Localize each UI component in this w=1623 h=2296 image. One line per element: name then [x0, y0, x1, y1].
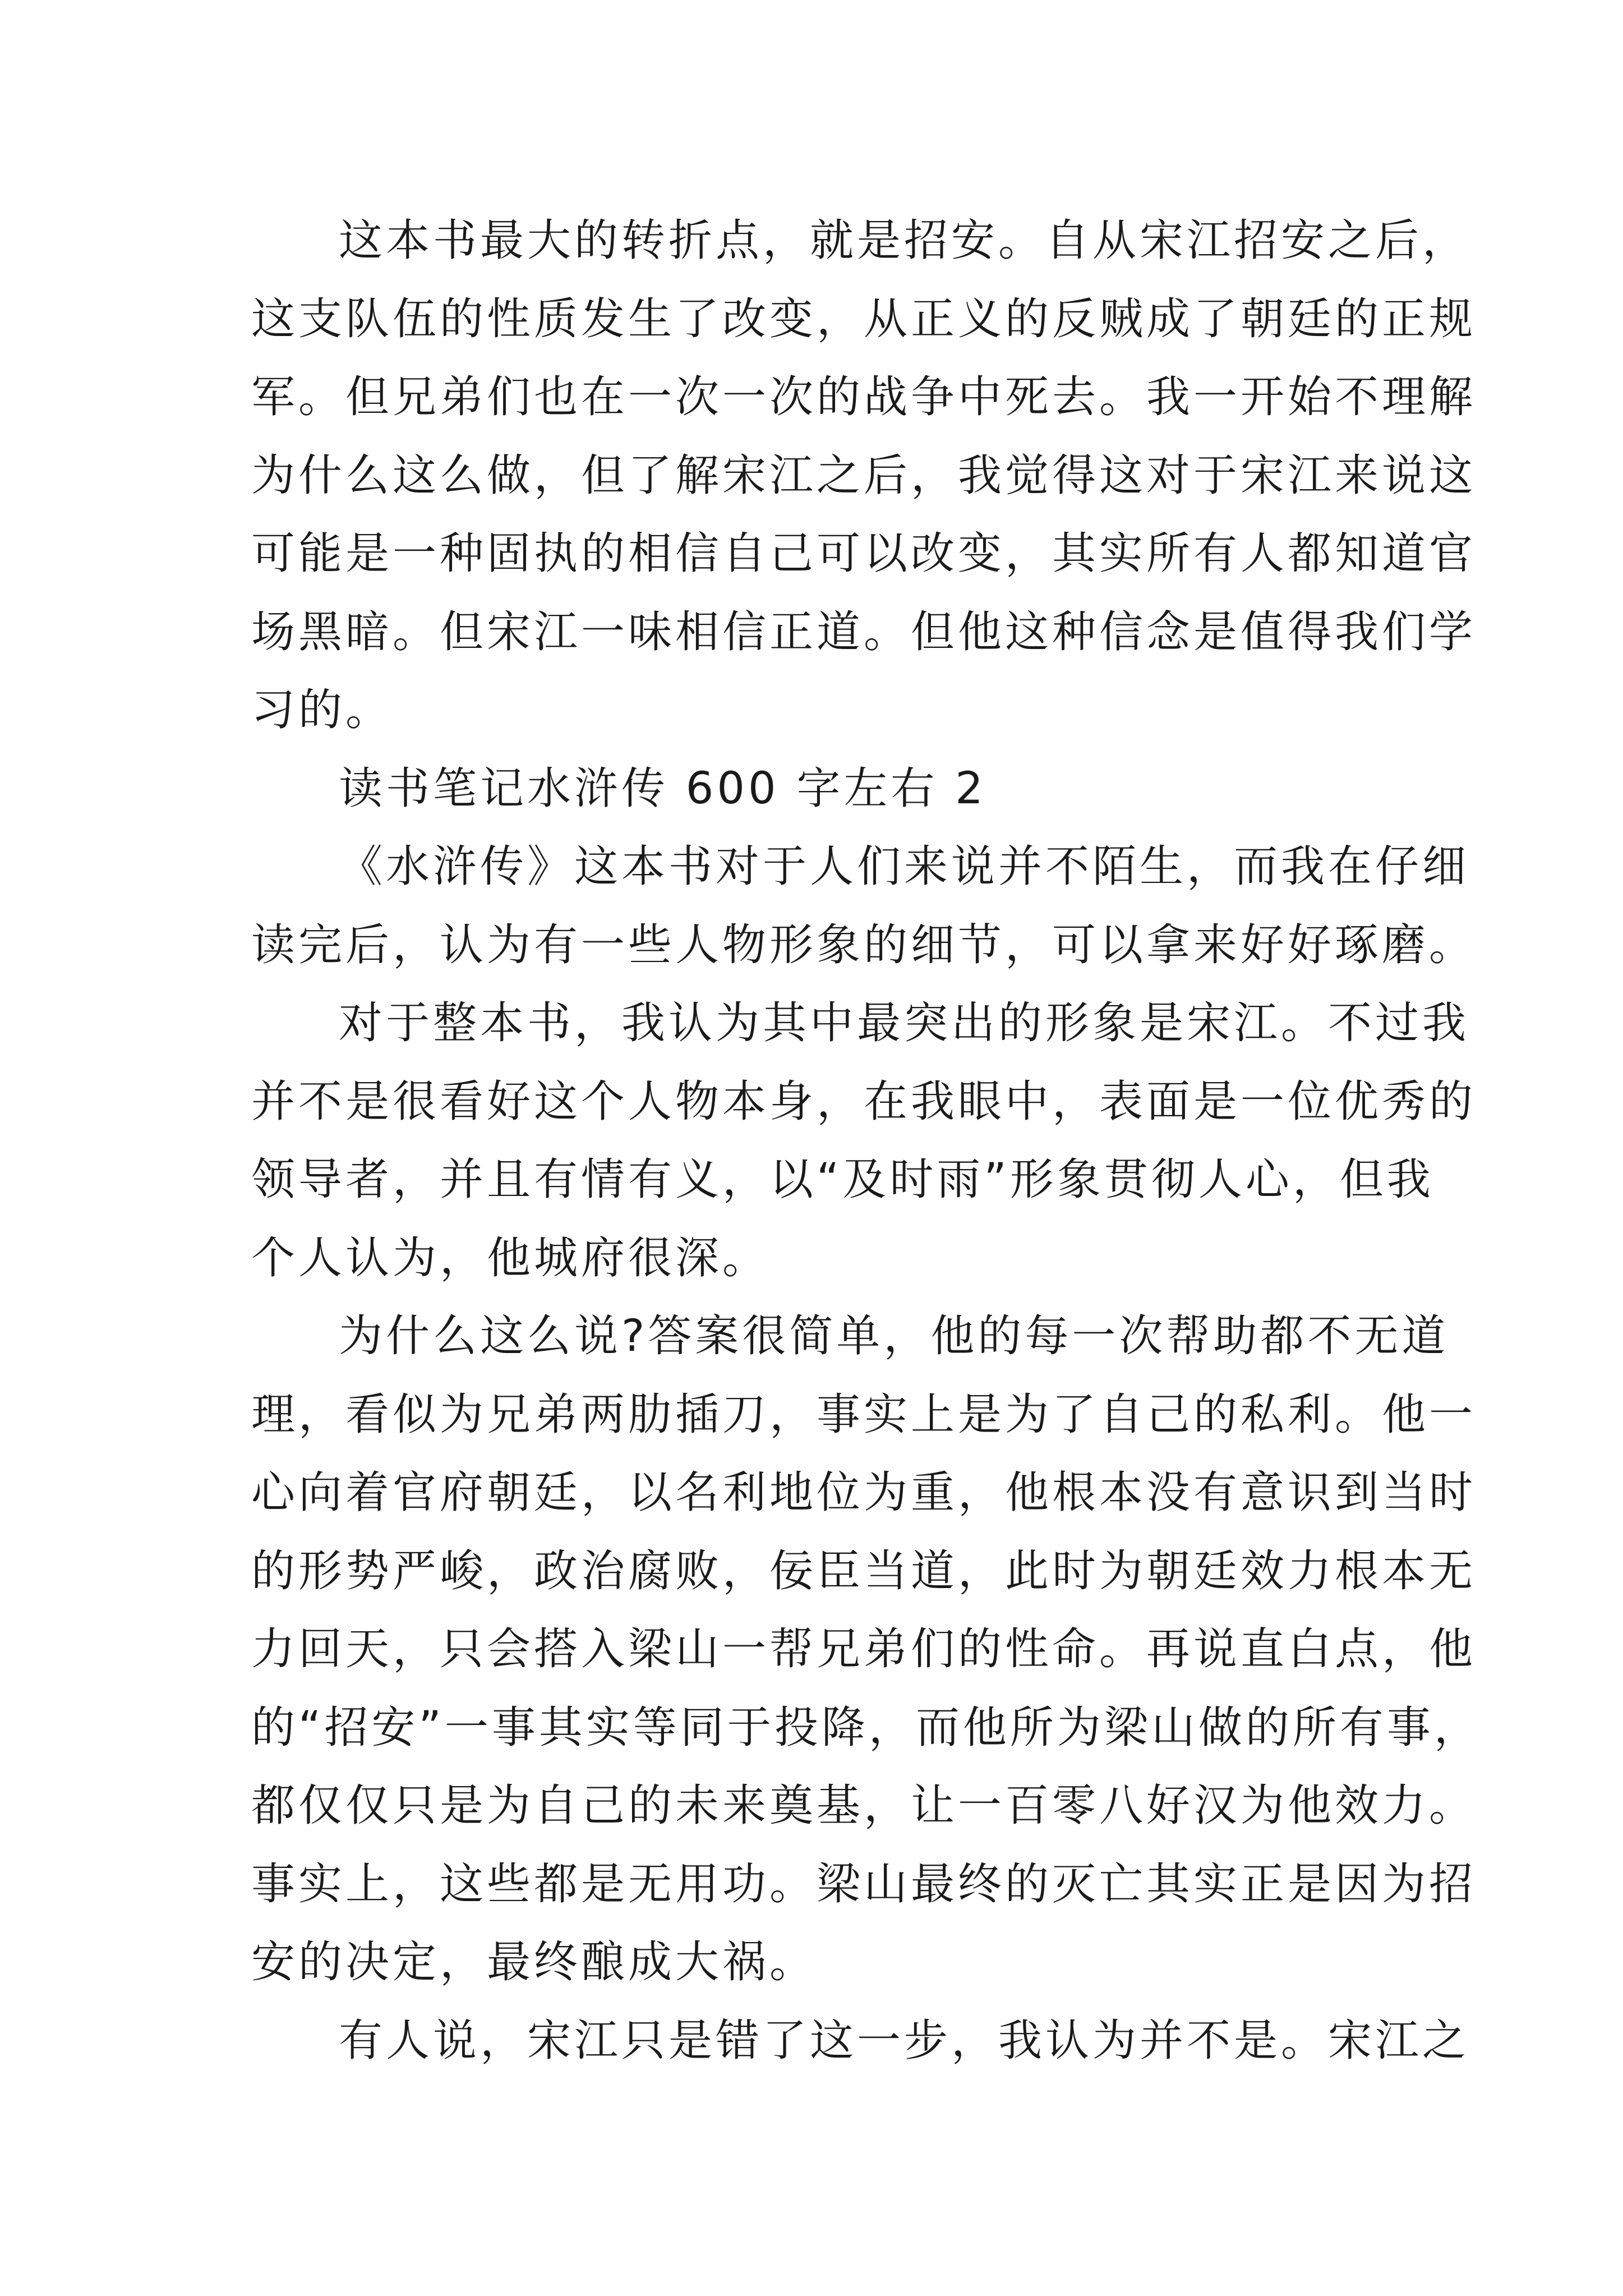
text-line: 心向着官府朝廷，以名利地位为重，他根本没有意识到当时: [251, 1467, 1477, 1518]
text-line: 习的。: [251, 685, 393, 735]
text-line: 对于整本书，我认为其中最突出的形象是宋江。不过我: [339, 998, 1470, 1048]
text-line: 读完后，认为有一些人物形象的细节，可以拿来好好琢磨。: [251, 919, 1477, 970]
text-line: 都仅仅只是为自己的未来奠基，让一百零八好汉为他效力。: [251, 1780, 1477, 1831]
text-line: 领导者，并且有情有义，以“及时雨”形象贯彻人心，但我: [251, 1154, 1434, 1205]
text-line: 这本书最大的转折点，就是招安。自从宋江招安之后，: [339, 215, 1470, 266]
text-line: 并不是很看好这个人物本身，在我眼中，表面是一位优秀的: [251, 1076, 1477, 1127]
text-line: 这支队伍的性质发生了改变，从正义的反贼成了朝廷的正规: [251, 293, 1477, 344]
text-line: 个人认为，他城府很深。: [251, 1232, 770, 1283]
text-line: 事实上，这些都是无用功。梁山最终的灭亡其实正是因为招: [251, 1858, 1477, 1910]
section-heading: 读书笔记水浒传 600 字左右 2: [339, 763, 986, 814]
text-line: 为什么这么说?答案很简单，他的每一次帮助都不无道: [339, 1311, 1449, 1361]
text-line: 《水浒传》这本书对于人们来说并不陌生，而我在仔细: [339, 841, 1470, 892]
text-line: 场黑暗。但宋江一味相信正道。但他这种信念是值得我们学: [251, 606, 1477, 657]
text-line: 可能是一种固执的相信自己可以改变，其实所有人都知道官: [251, 528, 1477, 579]
text-line: 有人说，宋江只是错了这一步，我认为并不是。宋江之: [339, 2015, 1470, 2066]
text-line: 力回天，只会搭入梁山一帮兄弟们的性命。再说直白点，他: [251, 1624, 1477, 1674]
document-body: [251, 202, 1481, 2080]
text-line: 的“招安”一事其实等同于投降，而他所为梁山做的所有事，: [251, 1702, 1481, 1753]
text-line: 的形势严峻，政治腐败，佞臣当道，此时为朝廷效力根本无: [251, 1545, 1477, 1596]
text-line: 为什么这么做，但了解宋江之后，我觉得这对于宋江来说这: [251, 450, 1477, 501]
text-line: 安的决定，最终酿成大祸。: [251, 1937, 817, 1987]
text-line: 军。但兄弟们也在一次一次的战争中死去。我一开始不理解: [251, 372, 1477, 422]
text-line: 理，看似为兄弟两肋插刀，事实上是为了自己的私利。他一: [251, 1389, 1477, 1440]
